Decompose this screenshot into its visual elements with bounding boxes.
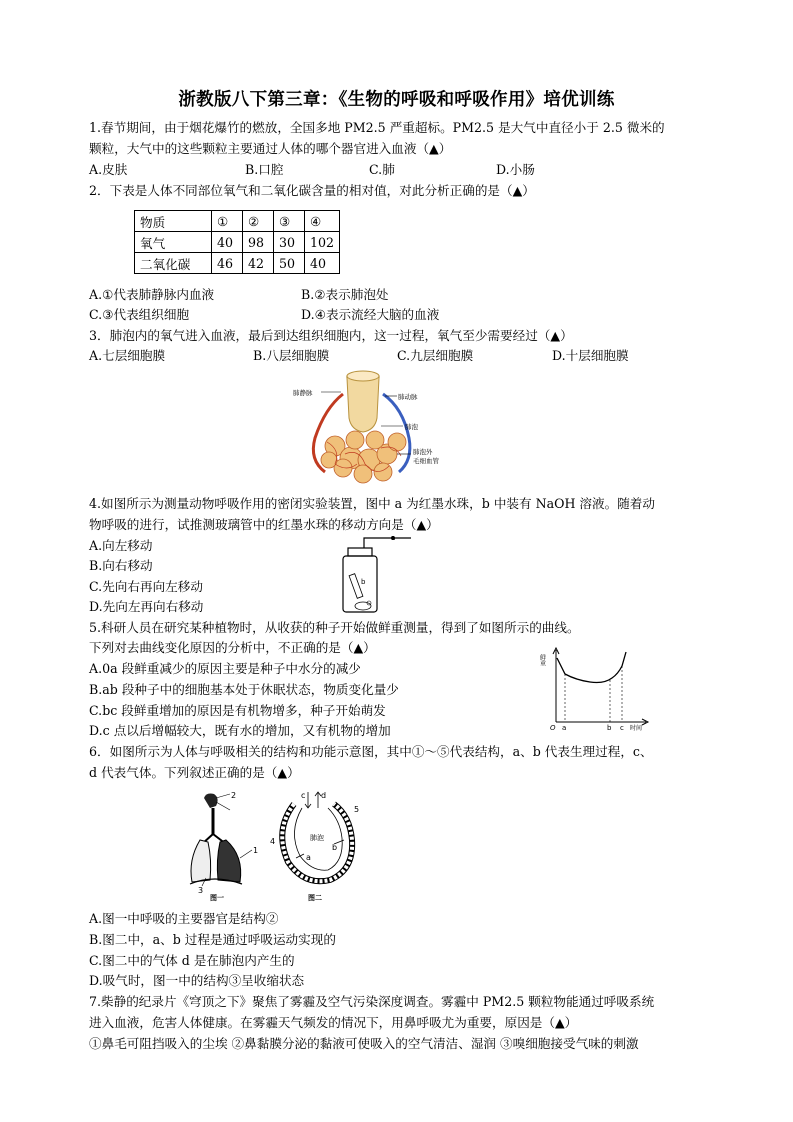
q6-option-a: A.图一中呼吸的主要器官是结构②: [89, 911, 279, 926]
q6-option-c: C.图二中的气体 d 是在肺泡内产生的: [89, 953, 295, 968]
table-cell: ①: [212, 211, 243, 232]
q1-stem-line2: 颗粒，大气中的这些颗粒主要通过人体的哪个器官进入血液（▲）: [89, 141, 452, 156]
table-cell: ④: [305, 211, 340, 232]
q2-option-d: D.④表示流经大脑的血液: [301, 307, 440, 322]
respiratory-system-figure: [186, 790, 268, 902]
chart-tick-b: b: [607, 724, 612, 732]
fig1-caption: 图一: [210, 894, 224, 902]
q2-option-b: B.②表示肺泡处: [301, 287, 389, 302]
fig2-label-b: b: [332, 843, 338, 852]
fig2-label-a: a: [306, 853, 311, 862]
respiration-apparatus-figure: [335, 534, 415, 616]
q2-option-c: C.③代表组织细胞: [89, 307, 190, 322]
q4-option-b: B.向右移动: [89, 558, 153, 573]
q4-option-a: A.向左移动: [89, 538, 153, 553]
q4-stem-line1: 4.如图所示为测量动物呼吸作用的密闭实验装置，图中 a 为红墨水珠，b 中装有 NaOH 溶液。随着动: [89, 496, 655, 511]
apparatus-label-b: b: [361, 578, 366, 586]
q1-option-d: D.小肠: [496, 162, 535, 177]
table-header-row: [135, 211, 340, 232]
alveoli-label-outside: 肺泡外: [413, 448, 433, 456]
fig1-label-3: 3: [198, 886, 204, 895]
q5-option-d: D.c 点以后增幅较大，既有水的增加，又有机物的增加: [89, 723, 391, 738]
q5-stem-line2: 下列对去曲线变化原因的分析中，不正确的是（▲）: [89, 640, 376, 655]
chart-tick-c: c: [620, 724, 624, 732]
q3-stem: 3．肺泡内的氧气进入血液，最后到达组织细胞内，这一过程，氧气至少需要经过（▲）: [89, 328, 573, 343]
chart-x-label: 时间: [630, 725, 643, 732]
table-cell: 46: [212, 253, 243, 274]
alveolus-gas-exchange-figure: [268, 790, 376, 902]
fig2-label-alveolus: 肺泡: [310, 834, 324, 842]
table-cell: 102: [305, 232, 340, 253]
q3-option-b: B.八层细胞膜: [253, 348, 330, 363]
table-cell: 98: [243, 232, 274, 253]
q4-option-c: C.先向右再向左移动: [89, 579, 203, 594]
q3-option-d: D.十层细胞膜: [552, 348, 629, 363]
page-title: 浙教版八下第三章：《生物的呼吸和呼吸作用》培优训练: [178, 90, 615, 110]
q3-option-a: A.七层细胞膜: [89, 348, 166, 363]
fig2-label-5: 5: [354, 805, 360, 814]
gas-content-table: [134, 210, 340, 274]
q2-stem: 2．下表是人体不同部位氧气和二氧化碳含量的相对值，对此分析正确的是（▲）: [89, 183, 535, 198]
table-cell: 30: [274, 232, 305, 253]
table-cell: 氧气: [135, 232, 212, 253]
fig2-label-d: d: [321, 791, 327, 800]
alveoli-label-pulmonary-artery: 肺动脉: [398, 393, 418, 401]
table-cell: 50: [274, 253, 305, 274]
table-cell: 40: [305, 253, 340, 274]
chart-tick-a: a: [562, 724, 567, 732]
q7-stem-line2: 进入血液，危害人体健康。在雾霾天气频发的情况下，用鼻呼吸尤为重要，原因是（▲）: [89, 1015, 578, 1030]
fig2-label-c: c: [301, 791, 306, 800]
q7-stem-line3: ①鼻毛可阻挡吸入的尘埃 ②鼻黏膜分泌的黏液可使吸入的空气清洁、湿润 ③嗅细胞接受气味的刺激: [89, 1036, 639, 1051]
fig1-label-2: 2: [231, 791, 237, 800]
q1-option-c: C.肺: [369, 162, 395, 177]
q3-option-c: C.九层细胞膜: [397, 348, 474, 363]
q6-stem-line2: d 代表气体。下列叙述正确的是（▲）: [89, 765, 300, 780]
q6-stem-line1: 6．如图所示为人体与呼吸相关的结构和功能示意图，其中①～⑤代表结构，a、b 代表生理过程，c、: [89, 744, 653, 759]
table-cell: 40: [212, 232, 243, 253]
fig2-caption: 图二: [308, 894, 322, 902]
alveoli-label-alveolus: 肺泡: [405, 423, 418, 431]
table-cell: ②: [243, 211, 274, 232]
fig2-label-4: 4: [270, 837, 276, 846]
q2-option-a: A.①代表肺静脉内血液: [89, 287, 215, 302]
q5-option-a: A.0a 段鲜重减少的原因主要是种子中水分的减少: [89, 661, 361, 676]
table-row: [135, 232, 340, 253]
q1-stem-line1: 1.春节期间，由于烟花爆竹的燃放，全国多地 PM2.5 严重超标。PM2.5 是大气中直径小于 2.5 微米的: [89, 120, 665, 135]
q1-option-b: B.口腔: [245, 162, 284, 177]
chart-y-label: 鲜重: [538, 654, 546, 666]
table-cell: 42: [243, 253, 274, 274]
q6-option-b: B.图二中，a、b 过程是通过呼吸运动实现的: [89, 932, 336, 947]
q4-stem-line2: 物呼吸的进行，试推测玻璃管中的红墨水珠的移动方向是（▲）: [89, 517, 439, 532]
alveoli-label-pulmonary-vein: 肺静脉: [293, 389, 313, 397]
fig1-label-1: 1: [253, 846, 259, 855]
chart-origin-label: O: [550, 724, 556, 732]
table-cell: 二氧化碳: [135, 253, 212, 274]
q6-option-d: D.吸气时，图一中的结构③呈收缩状态: [89, 973, 305, 988]
q5-stem-line1: 5.科研人员在研究某种植物时，从收获的种子开始做鲜重测量，得到了如图所示的曲线。: [89, 620, 580, 635]
q5-option-b: B.ab 段种子中的细胞基本处于休眠状态，物质变化量少: [89, 682, 399, 697]
apparatus-label-a: a: [391, 534, 396, 542]
q1-option-a: A.皮肤: [89, 162, 128, 177]
fresh-weight-chart: [538, 644, 654, 736]
q5-option-c: C.bc 段鲜重增加的原因是有机物增多，种子开始萌发: [89, 703, 386, 718]
table-cell: ③: [274, 211, 305, 232]
table-cell: 物质: [135, 211, 212, 232]
q7-stem-line1: 7.柴静的纪录片《穹顶之下》聚焦了雾霾及空气污染深度调查。雾霾中 PM2.5 颗粒物能通过呼吸系统: [89, 994, 655, 1009]
alveoli-label-capillary: 毛细血管: [413, 457, 439, 465]
table-row: [135, 253, 340, 274]
alveoli-figure: [285, 368, 445, 488]
q4-option-d: D.先向左再向右移动: [89, 599, 204, 614]
